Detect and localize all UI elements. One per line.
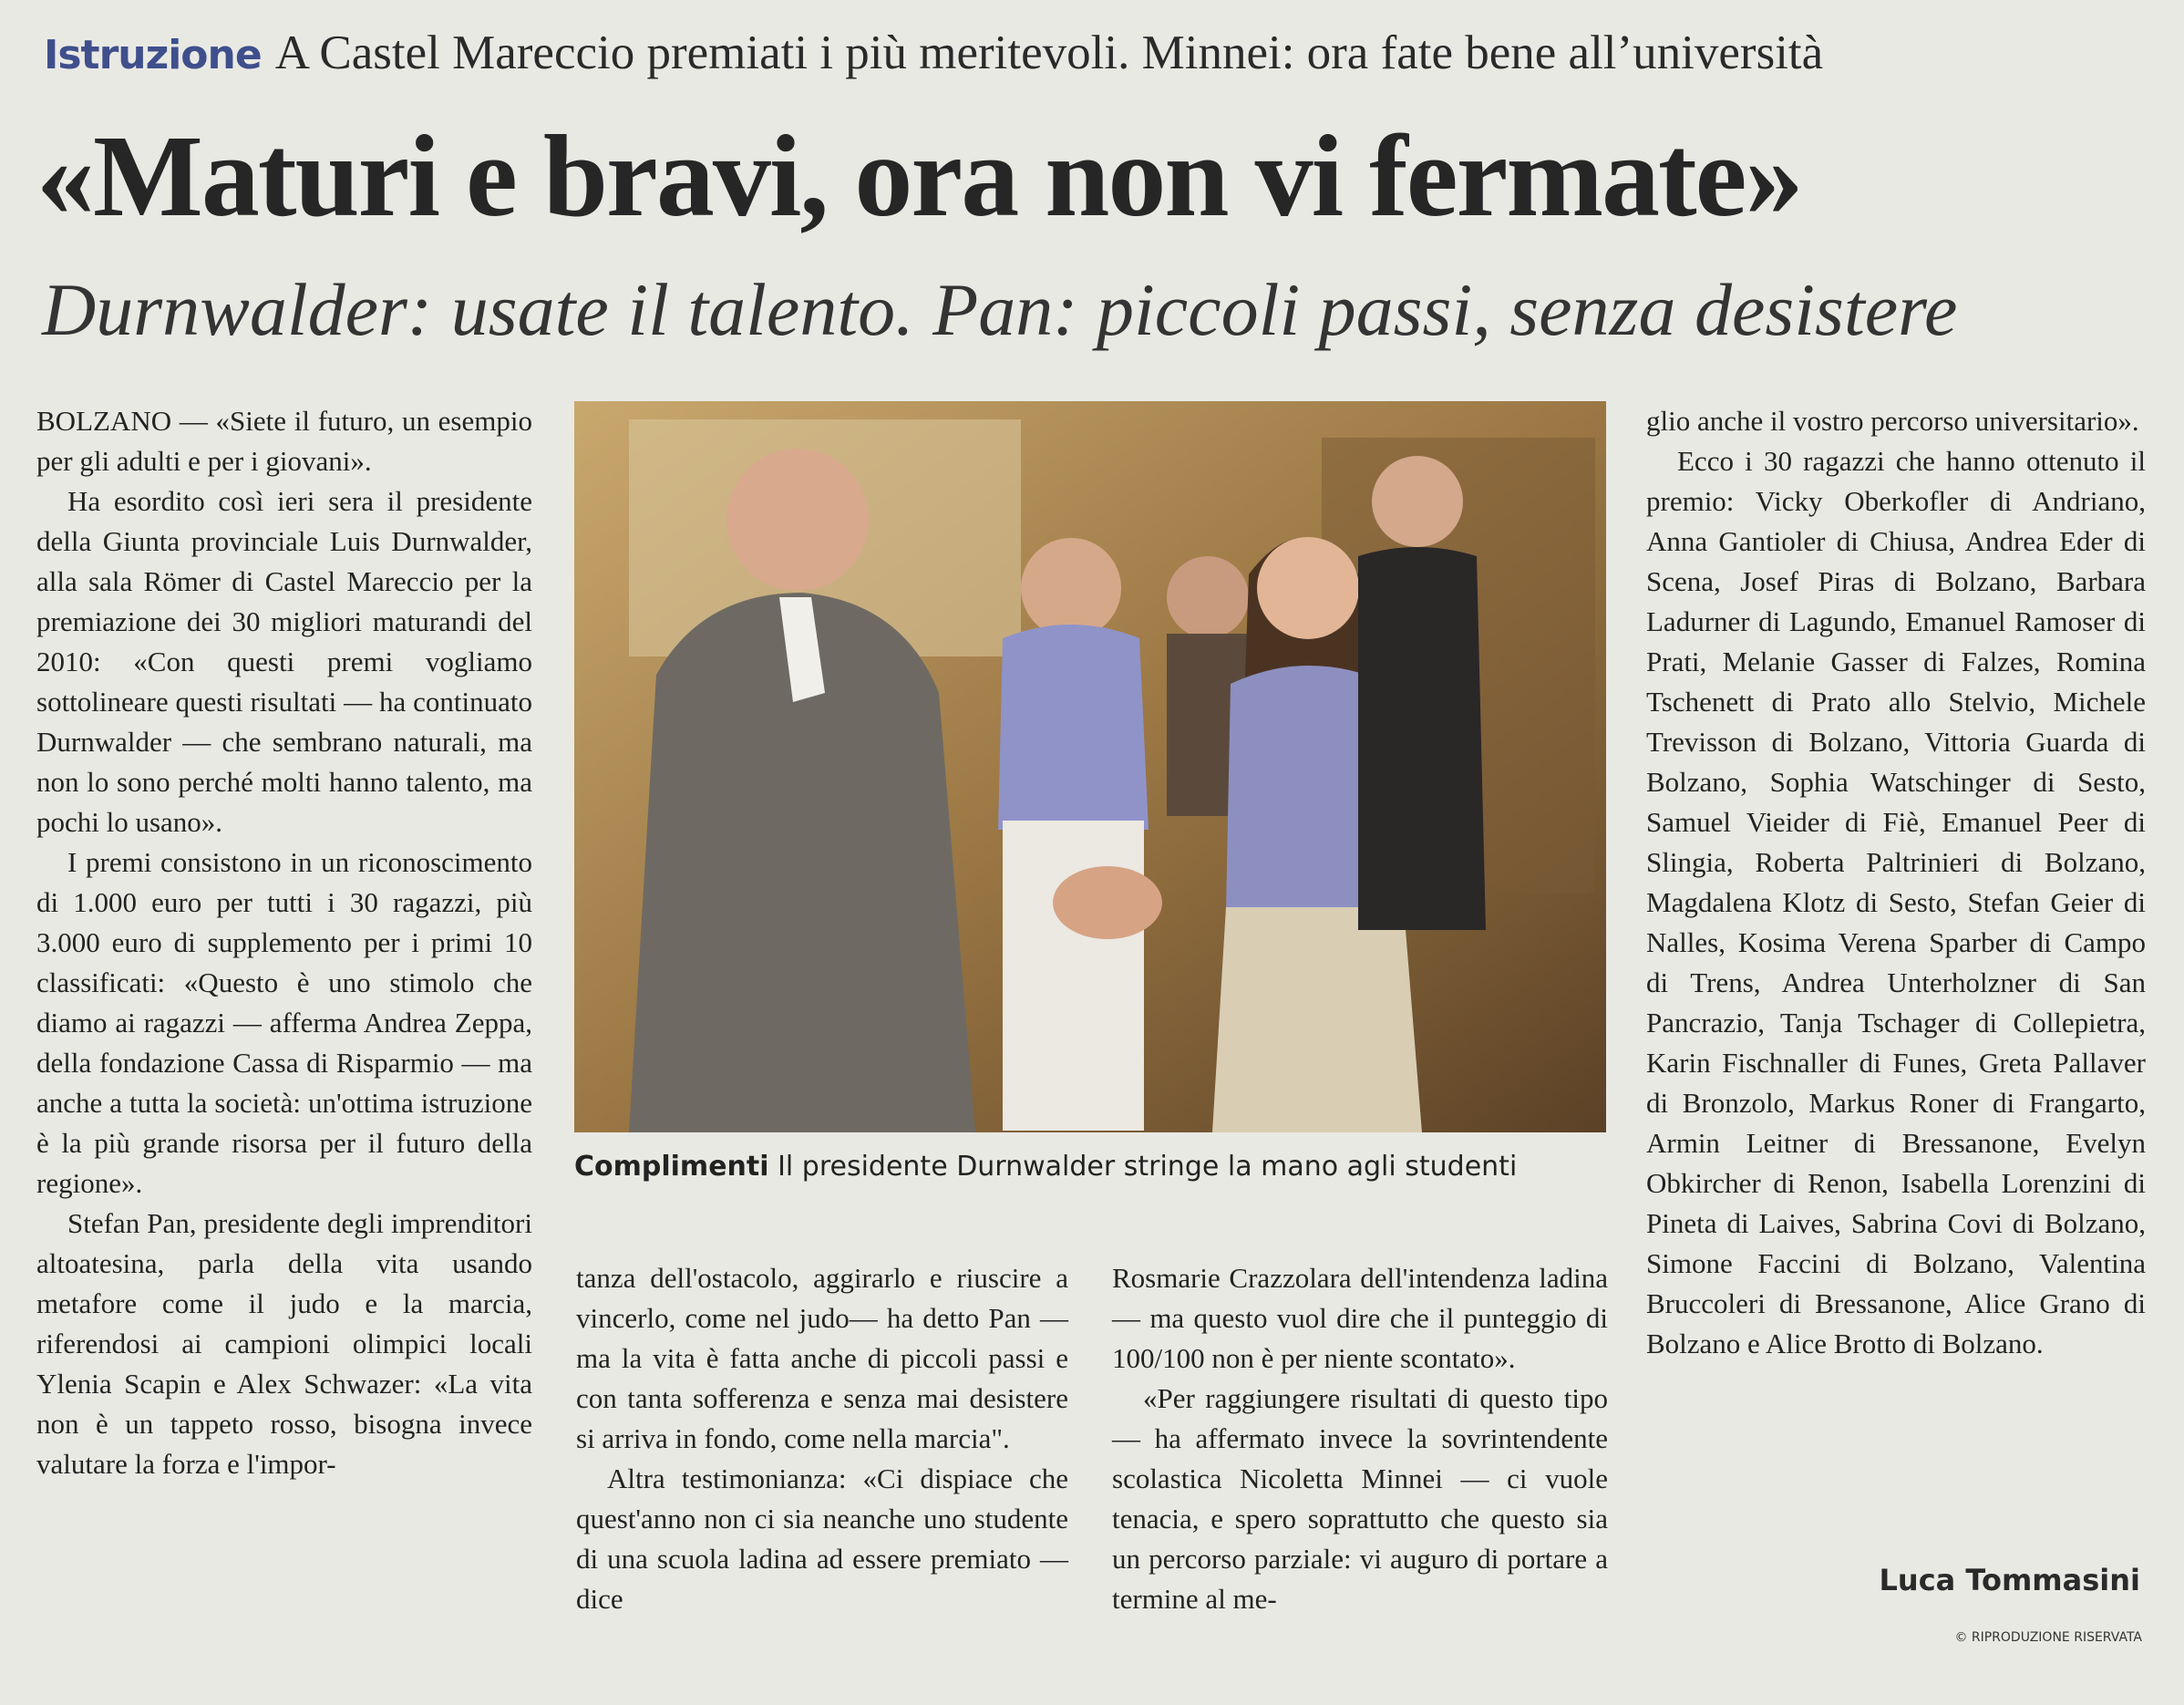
paragraph: Stefan Pan, presidente degli imprenditori altoatesina, parla della vita usando metafore come il judo e la marcia, riferendosi ai campioni olimpici locali Ylenia Scapin e Alex Schwazer: «La vita non è un tappeto rosso, bisogna invece valutare la forza e l'impor-	[36, 1207, 532, 1480]
article-column-4	[1646, 401, 2146, 1364]
byline: Luca Tommasini	[1879, 1563, 2140, 1597]
paragraph: Rosmarie Crazzolara dell'intendenza ladina — ma questo vuol dire che il punteggio di 100/100 non è per niente scontato».	[1112, 1262, 1608, 1374]
overline: A Castel Mareccio premiati i più meritevoli. Minnei: ora fate bene all’università	[274, 26, 1824, 79]
subheadline: Durnwalder: usate il talento. Pan: piccoli passi, senza desistere	[42, 268, 1958, 351]
photo-caption	[574, 1151, 1613, 1194]
paragraph: glio anche il vostro percorso universitario».	[1646, 405, 2139, 437]
caption-text: Il presidente Durnwalder stringe la mano agli studenti	[778, 1151, 1518, 1183]
paragraph: «Per raggiungere risultati di questo tipo — ha affermato invece la sovrintendente scolastica Nicoletta Minnei — ci vuole tenacia, e spero soprattutto che questo sia un percorso parziale: vi auguro di portare a termine al me-	[1112, 1382, 1608, 1615]
paragraph: Ecco i 30 ragazzi che hanno ottenuto il premio: Vicky Oberkofler di Andriano, Anna Gantioler di Chiusa, Andrea Eder di Scena, Josef Piras di Bolzano, Barbara Ladurner di Lagundo, Emanuel Ramoser di Prati, Melanie Gasser di Falzes, Romina Tschenett di Prato allo Stelvio, Michele Trevisson di Bolzano, Vittoria Guarda di Bolzano, Sophia Watschinger di Sesto, Samuel Vieider di Fiè, Emanuel Peer di Slingia, Roberta Paltrinieri di Bolzano, Magdalena Klotz di Sesto, Stefan Geier di Nalles, Kosima Verena Sparber di Campo di Trens, Andrea Unterholzner di San Pancrazio, Tanja Tschager di Collepietra, Karin Fischnaller di Funes, Greta Pallaver di Bronzolo, Markus Roner di Frangarto, Armin Leitner di Bressanone, Evelyn Obkircher di Renon, Isabella Lorenzini di Pineta di Laives, Sabrina Covi di Bolzano, Simone Faccini di Bolzano, Valentina Bruccoleri di Bressanone, Alice Grano di Bolzano e Alice Brotto di Bolzano.	[1646, 445, 2146, 1359]
paragraph: BOLZANO — «Siete il futuro, un esempio per gli adulti e per i giovani».	[36, 405, 532, 477]
paragraph: I premi consistono in un riconoscimento di 1.000 euro per tutti i 30 ragazzi, più 3.000 euro di supplemento per i primi 10 classificati: «Questo è uno stimolo che diamo ai ragazzi — afferma Andrea Zeppa, della fondazione Cassa di Risparmio — ma anche a tutta la società: un'ottima istruzione è la più grande risorsa per il futuro della regione».	[36, 846, 532, 1199]
photo-illustration	[574, 401, 1606, 1132]
paragraph: Ha esordito così ieri sera il presidente della Giunta provinciale Luis Durnwalder, alla sala Römer di Castel Mareccio per la premiazione dei 30 migliori maturandi del 2010: «Con questi premi vogliamo sottolineare questi risultati — ha continuato Durnwalder — che sembrano naturali, ma non lo sono perché molti hanno talento, ma pochi lo usano».	[36, 485, 532, 838]
section-kicker: Istruzione	[44, 32, 262, 78]
overline-row	[44, 26, 2140, 89]
caption-lead: Complimenti	[574, 1151, 769, 1183]
article-column-2	[576, 1258, 1068, 1619]
article-column-3	[1112, 1258, 1608, 1619]
copyright-notice: © RIPRODUZIONE RISERVATA	[1954, 1630, 2142, 1645]
article-column-1	[36, 401, 532, 1484]
paragraph: tanza dell'ostacolo, aggirarlo e riuscire a vincerlo, come nel judo— ha detto Pan — ma la vita è fatta anche di piccoli passi e con tanta sofferenza e senza mai desistere si arriva in fondo, come nella marcia".	[576, 1262, 1068, 1454]
news-photo	[574, 401, 1606, 1132]
headline: «Maturi e bravi, ora non vi fermate»	[36, 111, 1802, 241]
paragraph: Altra testimonianza: «Ci dispiace che quest'anno non ci sia neanche uno studente di una scuola ladina ad essere premiato — dice	[576, 1462, 1068, 1615]
